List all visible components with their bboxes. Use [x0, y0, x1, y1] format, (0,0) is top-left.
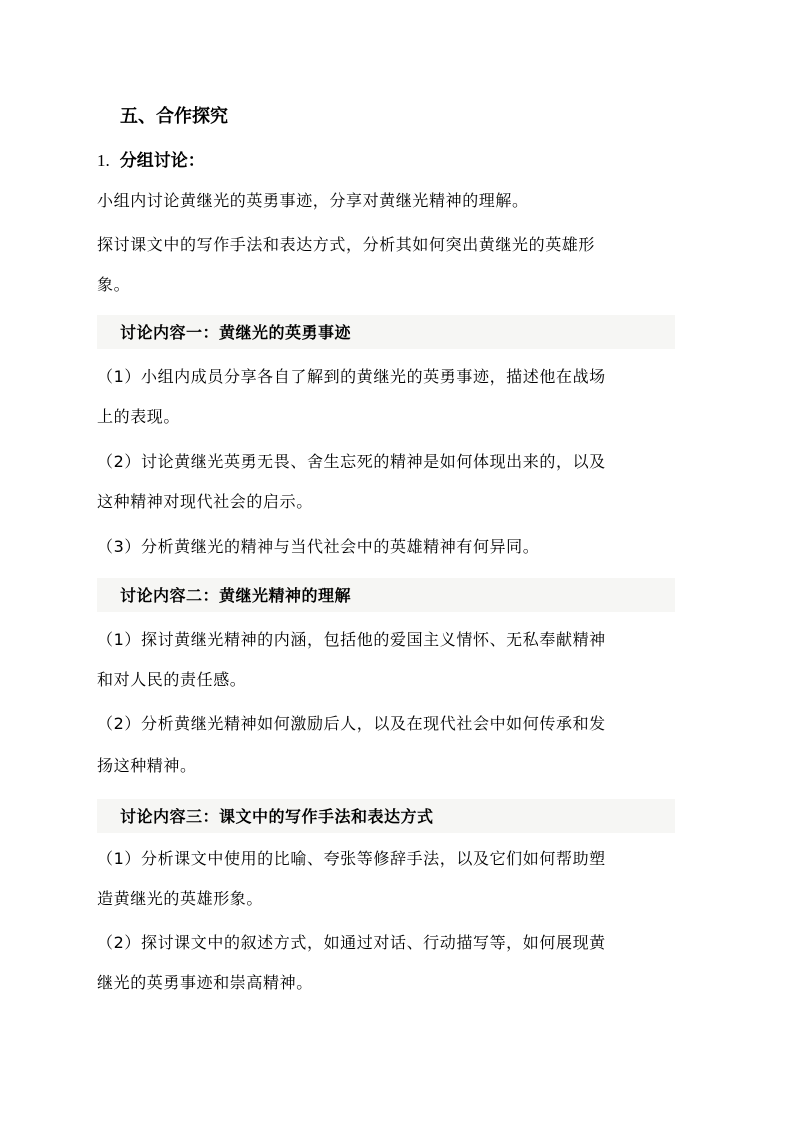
- item-label: [97, 150, 697, 172]
- intro-line-3: 象。: [97, 275, 131, 294]
- topic-2-p2-line-1: （2）分析黄继光精神如何激励后人，以及在现代社会中如何传承和发: [97, 714, 606, 733]
- topic-3-p2-line-1: （2）探讨课文中的叙述方式，如通过对话、行动描写等，如何展现黄: [97, 933, 606, 952]
- item-label-text: 分组讨论：: [119, 151, 205, 171]
- topic-1-p1-line-2: 上的表现。: [97, 407, 181, 426]
- topic-1-p2-line-1: （2）讨论黄继光英勇无畏、舍生忘死的精神是如何体现出来的，以及: [97, 452, 606, 471]
- intro-line-2: 探讨课文中的写作手法和表达方式，分析其如何突出黄继光的英雄形: [97, 235, 596, 254]
- topic-1-p2-line-2: 这种精神对现代社会的启示。: [97, 492, 313, 511]
- section-title: 五、合作探究: [120, 106, 228, 127]
- intro-line-1: 小组内讨论黄继光的英勇事迹，分享对黄继光精神的理解。: [97, 191, 529, 210]
- topic-2-heading: 讨论内容二：黄继光精神的理解: [120, 586, 352, 605]
- item-number: 1.: [97, 151, 110, 170]
- topic-2-p1-line-1: （1）探讨黄继光精神的内涵，包括他的爱国主义情怀、无私奉献精神: [97, 630, 606, 649]
- topic-3-p1-line-1: （1）分析课文中使用的比喻、夸张等修辞手法，以及它们如何帮助塑: [97, 849, 606, 868]
- topic-1-p1-line-1: （1）小组内成员分享各自了解到的黄继光的英勇事迹，描述他在战场: [97, 367, 606, 386]
- topic-2-p2-line-2: 扬这种精神。: [97, 756, 197, 775]
- topic-3-heading: 讨论内容三：课文中的写作手法和表达方式: [120, 807, 434, 826]
- topic-1-heading: 讨论内容一：黄继光的英勇事迹: [120, 323, 352, 342]
- topic-2-p1-line-2: 和对人民的责任感。: [97, 670, 247, 689]
- topic-1-p3-line-1: （3）分析黄继光的精神与当代社会中的英雄精神有何异同。: [97, 537, 540, 556]
- topic-3-p1-line-2: 造黄继光的英雄形象。: [97, 889, 264, 908]
- topic-3-p2-line-2: 继光的英勇事迹和崇高精神。: [97, 973, 313, 992]
